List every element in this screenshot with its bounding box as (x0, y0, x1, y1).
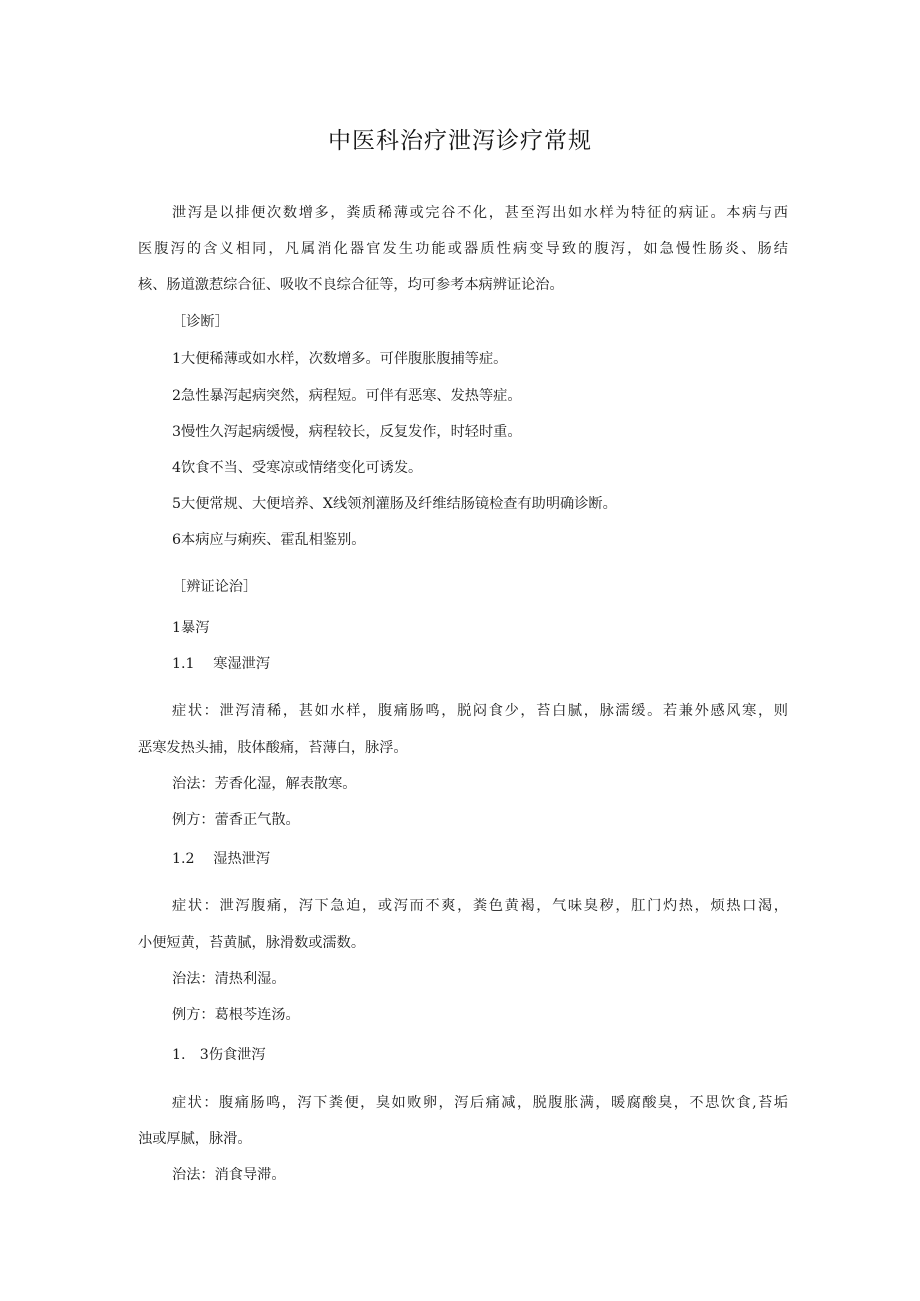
diagnosis-item-2: 2急性暴泻起病突然，病程短。可伴有恶寒、发热等症。 (172, 388, 522, 404)
method-1-3: 治法：消食导滞。 (172, 1167, 286, 1183)
subsection-heading-1-1: 1.1 寒湿泄泻 (172, 656, 271, 672)
intro-line-2: 医腹泻的含义相同，凡属消化器官发生功能或器质性病变导致的腹泻，如急慢性肠炎、肠结 (138, 241, 788, 257)
intro-line-3: 核、肠道激惹综合征、吸收不良综合征等，均可参考本病辨证论治。 (138, 277, 564, 293)
subsection-heading-1-2: 1.2 湿热泄泻 (172, 851, 271, 867)
symptom-1-2-line-1: 症状：泄泻腹痛，泻下急迫，或泻而不爽，粪色黄褐，气味臭秽，肛门灼热，烦热口渴， (172, 898, 788, 914)
symptom-1-1-line-2: 恶寒发热头捕，肢体酸痛，苔薄白，脉浮。 (138, 740, 408, 756)
symptom-1-1-line-1: 症状：泄泻清稀，甚如水样，腹痛肠鸣，脱闷食少，苔白腻，脉濡缓。若兼外感风寒，则 (172, 703, 788, 719)
subsection-heading-1-3: 1. 3伤食泄泻 (172, 1047, 266, 1063)
symptom-1-3-line-1: 症状：腹痛肠鸣，泻下粪便，臭如败卵，泻后痛减，脱腹胀满，暖腐酸臭，不思饮食,苔垢 (172, 1095, 788, 1111)
diagnosis-heading: ［诊断］ (172, 314, 229, 330)
document-title: 中医科治疗泄泻诊疗常规 (328, 128, 592, 154)
symptom-1-3-line-2: 浊或厚腻，脉滑。 (138, 1131, 252, 1147)
treatment-heading: ［辨证论治］ (172, 579, 258, 595)
symptom-1-2-line-2: 小便短黄，苔黄腻，脉滑数或濡数。 (138, 935, 366, 951)
diagnosis-item-3: 3慢性久泻起病缓慢，病程较长，反复发作，时轻时重。 (172, 424, 522, 440)
diagnosis-item-5: 5大便常规、大便培养、X线领剂灌肠及纤维结肠镜检查有助明确诊断。 (172, 496, 617, 512)
recipe-1-1: 例方：蕾香正气散。 (172, 812, 300, 828)
diagnosis-item-1: 1大便稀薄或如水样，次数增多。可伴腹胀腹捕等症。 (172, 351, 508, 367)
diagnosis-item-4: 4饮食不当、受寒凉或情绪变化可诱发。 (172, 460, 423, 476)
method-1-1: 治法：芳香化湿，解表散寒。 (172, 776, 357, 792)
recipe-1-2: 例方：葛根芩连汤。 (172, 1007, 300, 1023)
diagnosis-item-6: 6本病应与痢疾、霍乱相鉴别。 (172, 532, 366, 548)
intro-line-1: 泄泻是以排便次数增多，粪质稀薄或完谷不化，甚至泻出如水样为特征的病证。本病与西 (172, 205, 788, 221)
section-heading-1: 1暴泻 (172, 620, 210, 636)
method-1-2: 治法：清热利湿。 (172, 971, 286, 987)
